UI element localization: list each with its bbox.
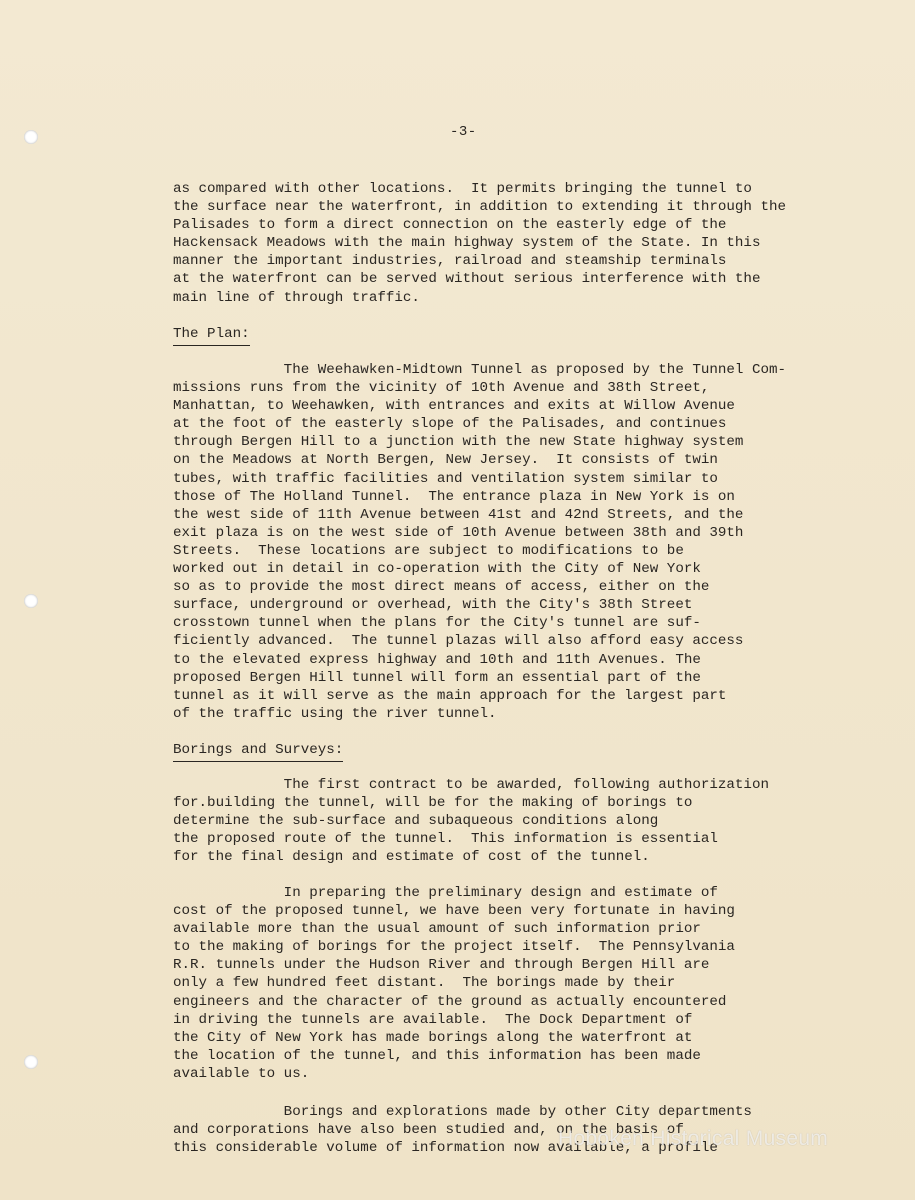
intro-paragraph: as compared with other locations. It permits bringing the tunnel to the surface near the waterfront, in addition to extending it through the Palisades to form a direct connection on the easterly edge of the Hackensack Meadows with the main highway system of the State. In this manner the important industries, railroad and steamship terminals at the waterfront can be served without serious interference with the main line of through traffic. <box>173 181 786 306</box>
heading-the-plan: The Plan: <box>173 325 250 346</box>
borings-paragraph-1: The first contract to be awarded, following authorization for.building the tunnel, will be for the making of borings to determine the sub-surface and subaqueous conditions along the proposed route of the tunnel. This information is essential for the final design and estimate of cost of the tunnel. <box>173 777 769 866</box>
borings-paragraph-3: Borings and explorations made by other City departments and corporations have also been studied and, on the basis of this considerable volume of information now available, a profile <box>173 1104 752 1157</box>
plan-paragraph: The Weehawken-Midtown Tunnel as proposed by the Tunnel Com- missions runs from the vicinity of 10th Avenue and 38th Street, Manhattan, to Weehawken, with entrances and exits at Willow Avenue at the foot of the easterly slope of the Palisades, and continues through Bergen Hill to a junction with the new State highway system on the Meadows at North Bergen, New Jersey. It consists of twin tubes, with traffic facilities and ventilation system similar to those of The Holland Tunnel. The entrance plaza in New York is on the west side of 11th Avenue between 41st and 42nd Streets, and the exit plaza is on the west side of 10th Avenue between 38th and 39th Streets. These locations are subject to modifications to be worked out in detail in co-operation with the City of New York so as to provide the most direct means of access, either on the surface, underground or overhead, with the City's 38th Street crosstown tunnel when the plans for the City's tunnel are suf- ficiently advanced. The tunnel plazas will also afford easy access to the elevated express highway and 10th and 11th Avenues. The proposed Bergen Hill tunnel will form an essential part of the tunnel as it will serve as the main approach for the largest part of the traffic using the river tunnel. <box>173 362 786 722</box>
museum-watermark: Hoboken Historical Museum <box>558 1127 829 1150</box>
page-number: -3- <box>450 124 477 140</box>
heading-borings-and-surveys: Borings and Surveys: <box>173 741 343 762</box>
punch-hole-middle <box>24 594 38 608</box>
punch-hole-top <box>24 130 38 144</box>
borings-paragraph-2: In preparing the preliminary design and estimate of cost of the proposed tunnel, we have been very fortunate in having available more than the usual amount of such information prior to the making of borings for the project itself. The Pennsylvania R.R. tunnels under the Hudson River and through Bergen Hill are only a few hundred feet distant. The borings made by their engineers and the character of the ground as actually encountered in driving the tunnels are available. The Dock Department of the City of New York has made borings along the waterfront at the location of the tunnel, and this information has been made available to us. <box>173 885 735 1082</box>
punch-hole-bottom <box>24 1055 38 1069</box>
